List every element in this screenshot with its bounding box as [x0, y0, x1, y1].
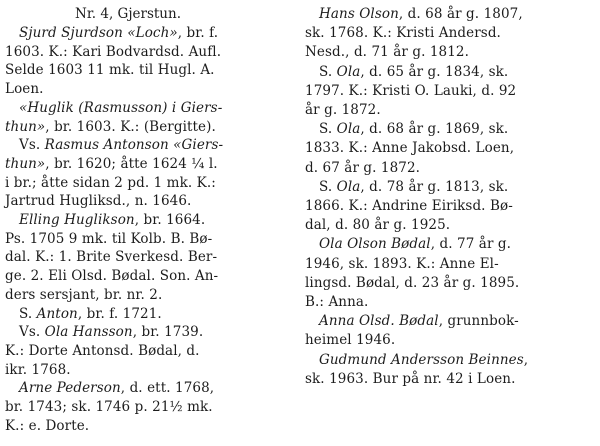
italic-name: Sjurd Sjurdson «Loch» [19, 25, 178, 41]
italic-name: thun» [5, 118, 46, 135]
text-line [305, 313, 519, 329]
text-line [5, 175, 216, 191]
text-run: , d. 65 år g. 1834, sk. [360, 63, 509, 80]
text-line [305, 256, 499, 272]
text-line [5, 81, 44, 97]
text-run: 1603. K.: Kari Bodvardsd. Aufl. [5, 43, 222, 60]
italic-name: Hans Olson [319, 6, 399, 22]
text-line [305, 294, 368, 310]
text-run: Vs. [19, 137, 45, 154]
text-run: lingsd. Bødal, d. 23 år g. 1895. [305, 274, 520, 291]
text-line [5, 156, 218, 172]
text-line [5, 231, 212, 247]
text-line [305, 352, 528, 368]
text-run: S. [19, 305, 37, 322]
text-run: B.: Anna. [305, 294, 369, 310]
text-run: 1866. K.: Andrine Eiriksd. Bø- [305, 198, 513, 214]
text-run: ge. 2. Eli Olsd. Bødal. Son. An- [5, 268, 219, 285]
text-line [305, 179, 508, 195]
text-run: d. 67 år g. 1872. [305, 159, 421, 176]
text-run: , d. 68 år g. 1869, sk. [360, 121, 509, 138]
italic-name: Anton [36, 305, 78, 322]
text-line [5, 212, 205, 228]
italic-name: Rasmus Antonson «Giers- [44, 137, 224, 154]
text-run: S. [319, 178, 337, 195]
text-run: , br. 1620; åtte 1624 ¼ l. [45, 155, 218, 172]
text-line [5, 287, 162, 303]
text-run: , br. 1739. [132, 324, 204, 341]
text-run: 1797. K.: Kristi O. Lauki, d. 92 [305, 82, 517, 99]
text-line [305, 217, 450, 233]
italic-name: Anna Olsd. Bødal [319, 313, 439, 330]
italic-name: Ola Hansson [44, 324, 133, 341]
text-run: , br. 1603. K.: (Bergitte). [45, 118, 216, 135]
italic-name: Gudmund Andersson Beinnes [319, 351, 524, 368]
text-line [5, 380, 214, 396]
text-line [5, 362, 71, 378]
text-line [305, 371, 515, 387]
text-line [5, 268, 218, 284]
text-line [5, 62, 215, 78]
text-line [305, 121, 508, 137]
text-line [305, 44, 469, 60]
text-line [5, 119, 216, 135]
text-line [305, 6, 523, 22]
italic-name: Ola [336, 178, 361, 195]
text-run: K.: e. Dorte. [5, 417, 90, 434]
text-run: dal, d. 80 år g. 1925. [305, 217, 451, 234]
italic-name: Ola Olson Bødal [319, 236, 431, 253]
text-run: , d. 78 år g. 1813, sk. [360, 178, 509, 195]
italic-name: Arne Pederson [19, 380, 121, 397]
text-line [5, 25, 218, 41]
text-line [5, 44, 221, 60]
text-run: S. [319, 63, 337, 80]
text-run: Vs. [19, 324, 45, 341]
text-line [305, 140, 514, 156]
italic-name: «Huglik (Rasmusson) i Giers- [19, 99, 223, 116]
text-run: Ps. 1705 9 mk. til Kolb. B. Bø- [5, 230, 213, 247]
text-line [5, 418, 89, 434]
text-run: heimel 1946. [305, 332, 396, 349]
text-line [305, 160, 420, 176]
text-run: 1946, sk. 1893. K.: Anne El- [305, 255, 499, 272]
text-run: 1833. K.: Anne Jakobsd. Loen, [305, 140, 515, 157]
text-line [5, 193, 191, 209]
text-run: K.: Dorte Antonsd. Bødal, d. [5, 342, 200, 359]
text-run: , br. f. [177, 25, 219, 41]
italic-name: Elling Huglikson [19, 212, 135, 228]
text-run: , d. 68 år g. 1807, [398, 6, 523, 22]
text-line [5, 306, 162, 322]
text-line [5, 100, 222, 116]
text-run: i br.; åtte sidan 2 pd. 1 mk. K.: [5, 174, 216, 191]
section-heading: Nr. 4, Gjerstun. [75, 6, 181, 22]
text-run: , grunnbok- [438, 313, 519, 330]
text-run: ders sersjant, br. nr. 2. [5, 286, 163, 303]
text-run: ikr. 1768. [5, 361, 71, 378]
text-line [5, 399, 213, 415]
text-run: , br. 1664. [134, 212, 206, 228]
text-line [305, 332, 395, 348]
text-run: sk. 1768. K.: Kristi Andersd. [305, 25, 501, 42]
text-line [305, 236, 511, 252]
text-line [5, 324, 203, 340]
text-line [305, 25, 501, 41]
italic-name: Ola [336, 63, 361, 80]
text-line [305, 83, 516, 99]
text-run: sk. 1963. Bur på nr. 42 i Loen. [305, 370, 516, 387]
text-run: Selde 1603 11 mk. til Hugl. A. [5, 62, 215, 79]
text-run: Jartrud Hugliksd., n. 1646. [5, 193, 192, 210]
text-line [305, 102, 381, 118]
text-line [305, 275, 519, 291]
text-run: , d. 77 år g. [430, 236, 512, 253]
text-run: , [523, 351, 529, 368]
text-line [5, 137, 223, 153]
italic-name: Ola [336, 121, 361, 138]
text-line [5, 249, 217, 265]
text-line [305, 198, 513, 214]
text-line [305, 64, 508, 80]
text-run: dal. K.: 1. Brite Sverkesd. Ber- [5, 249, 218, 266]
text-run: år g. 1872. [305, 102, 381, 118]
text-run: , br. f. 1721. [77, 305, 162, 322]
text-run: , d. ett. 1768, [120, 380, 215, 397]
text-run: Nesd., d. 71 år g. 1812. [305, 44, 470, 61]
text-line [5, 343, 200, 359]
text-run: Loen. [5, 81, 44, 98]
italic-name: thun» [5, 155, 46, 172]
text-run: br. 1743; sk. 1746 p. 21½ mk. [5, 399, 213, 415]
text-run: S. [319, 121, 337, 138]
